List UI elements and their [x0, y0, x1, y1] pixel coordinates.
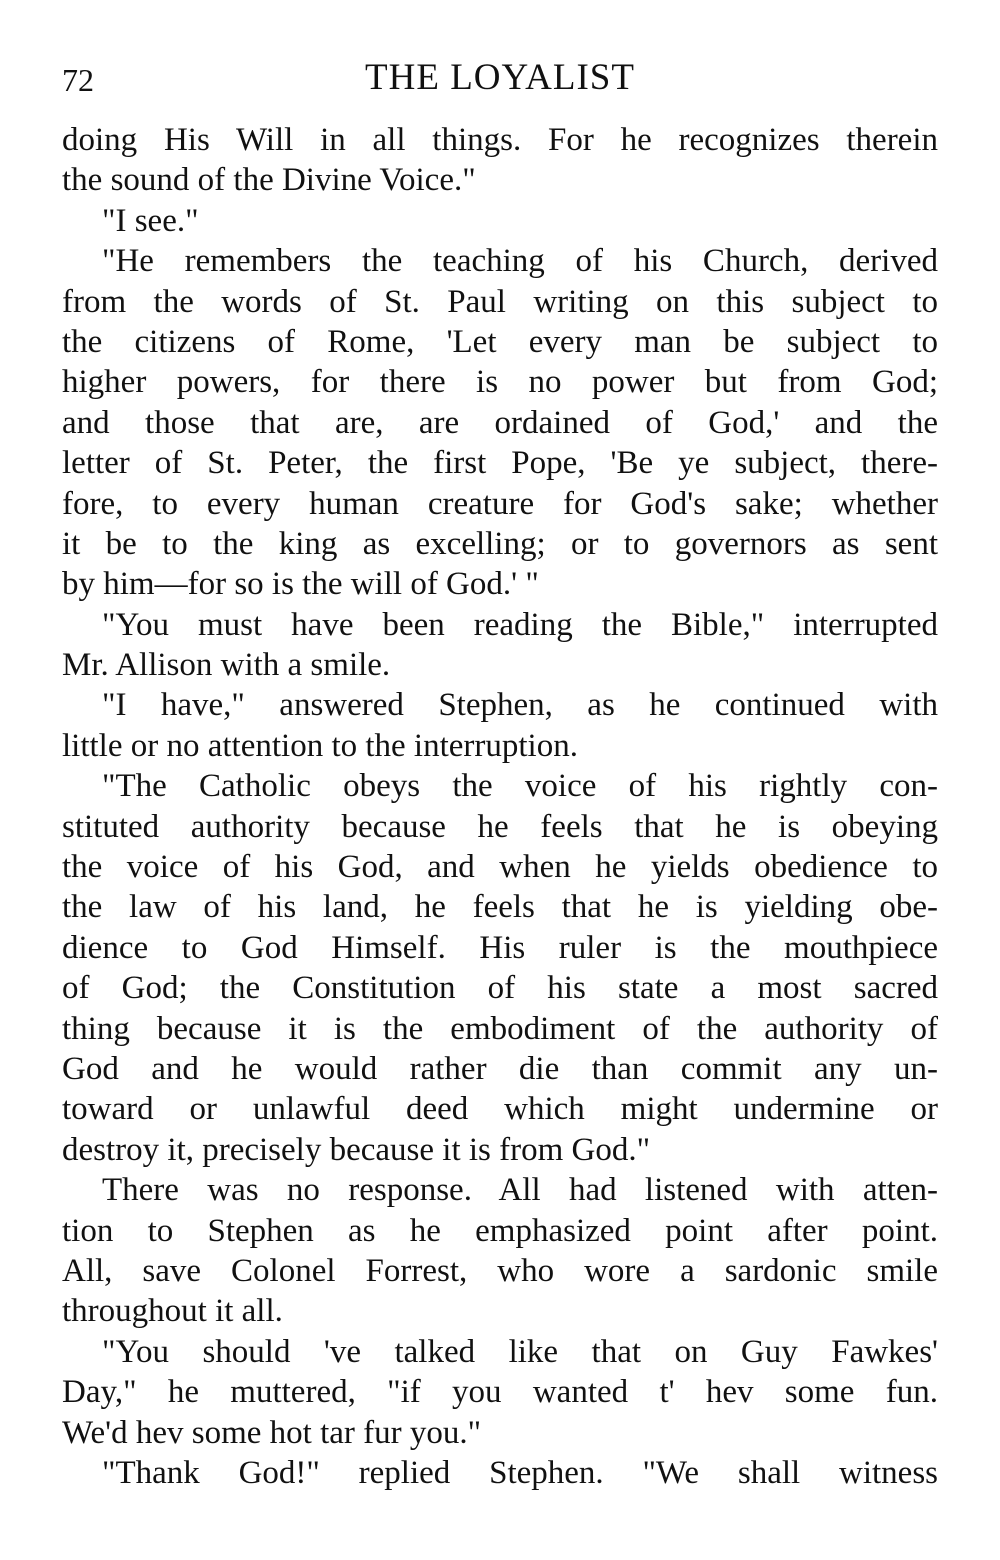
text-line: thing because it is the embodiment of the authority of [62, 1010, 938, 1047]
text-line: Mr. Allison with a smile. [62, 647, 391, 684]
text-line: destroy it, precisely because it is from God." [62, 1131, 651, 1168]
body-text [62, 120, 938, 1493]
text-line: the voice of his God, and when he yields obedience to [62, 849, 938, 886]
text-line: by him—for so is the will of God.' " [62, 566, 539, 603]
text-line: God and he would rather die than commit any un- [62, 1050, 938, 1087]
text-line: stituted authority because he feels that he is obeying [62, 808, 938, 845]
text-line: "He remembers the teaching of his Church, derived [102, 243, 938, 280]
text-line: of God; the Constitution of his state a most sacred [62, 970, 938, 1007]
text-line: the citizens of Rome, 'Let every man be subject to [62, 323, 938, 360]
text-line: There was no response. All had listened with atten- [102, 1172, 938, 1209]
text-line: tion to Stephen as he emphasized point after point. [62, 1212, 938, 1249]
text-line: doing His Will in all things. For he recognizes therein [62, 122, 938, 158]
text-line: it be to the king as excelling; or to governors as sent [62, 525, 938, 562]
text-line: toward or unlawful deed which might undermine or [62, 1091, 938, 1128]
running-head: THE LOYALIST [365, 57, 635, 98]
text-line: throughout it all. [62, 1293, 283, 1330]
text-line: from the words of St. Paul writing on this subject to [62, 283, 938, 320]
text-line: the sound of the Divine Voice." [62, 162, 476, 199]
text-line: the law of his land, he feels that he is yielding obe- [62, 889, 938, 926]
text-line: "The Catholic obeys the voice of his rightly con- [102, 768, 938, 805]
text-line: and those that are, are ordained of God,' and the [62, 404, 938, 441]
text-line: fore, to every human creature for God's sake; whether [62, 485, 938, 522]
text-line: "I have," answered Stephen, as he continued with [102, 687, 938, 724]
text-line: letter of St. Peter, the first Pope, 'Be ye subject, there- [62, 445, 938, 482]
page-number: 72 [62, 62, 94, 98]
text-line: "I see." [102, 202, 199, 239]
text-line: "You must have been reading the Bible," interrupted [102, 606, 938, 643]
text-line: little or no attention to the interruption. [62, 727, 578, 764]
page-header [62, 52, 938, 102]
text-line: All, save Colonel Forrest, who wore a sardonic smile [62, 1252, 938, 1289]
text-line: "Thank God!" replied Stephen. "We shall witness [102, 1454, 938, 1491]
text-line: "You should 've talked like that on Guy Fawkes' [102, 1333, 938, 1370]
text-line: Day," he muttered, "if you wanted t' hev some fun. [62, 1374, 938, 1411]
text-line: We'd hev some hot tar fur you." [62, 1414, 482, 1451]
text-line: higher powers, for there is no power but from God; [62, 364, 938, 401]
text-line: dience to God Himself. His ruler is the mouthpiece [62, 929, 938, 966]
